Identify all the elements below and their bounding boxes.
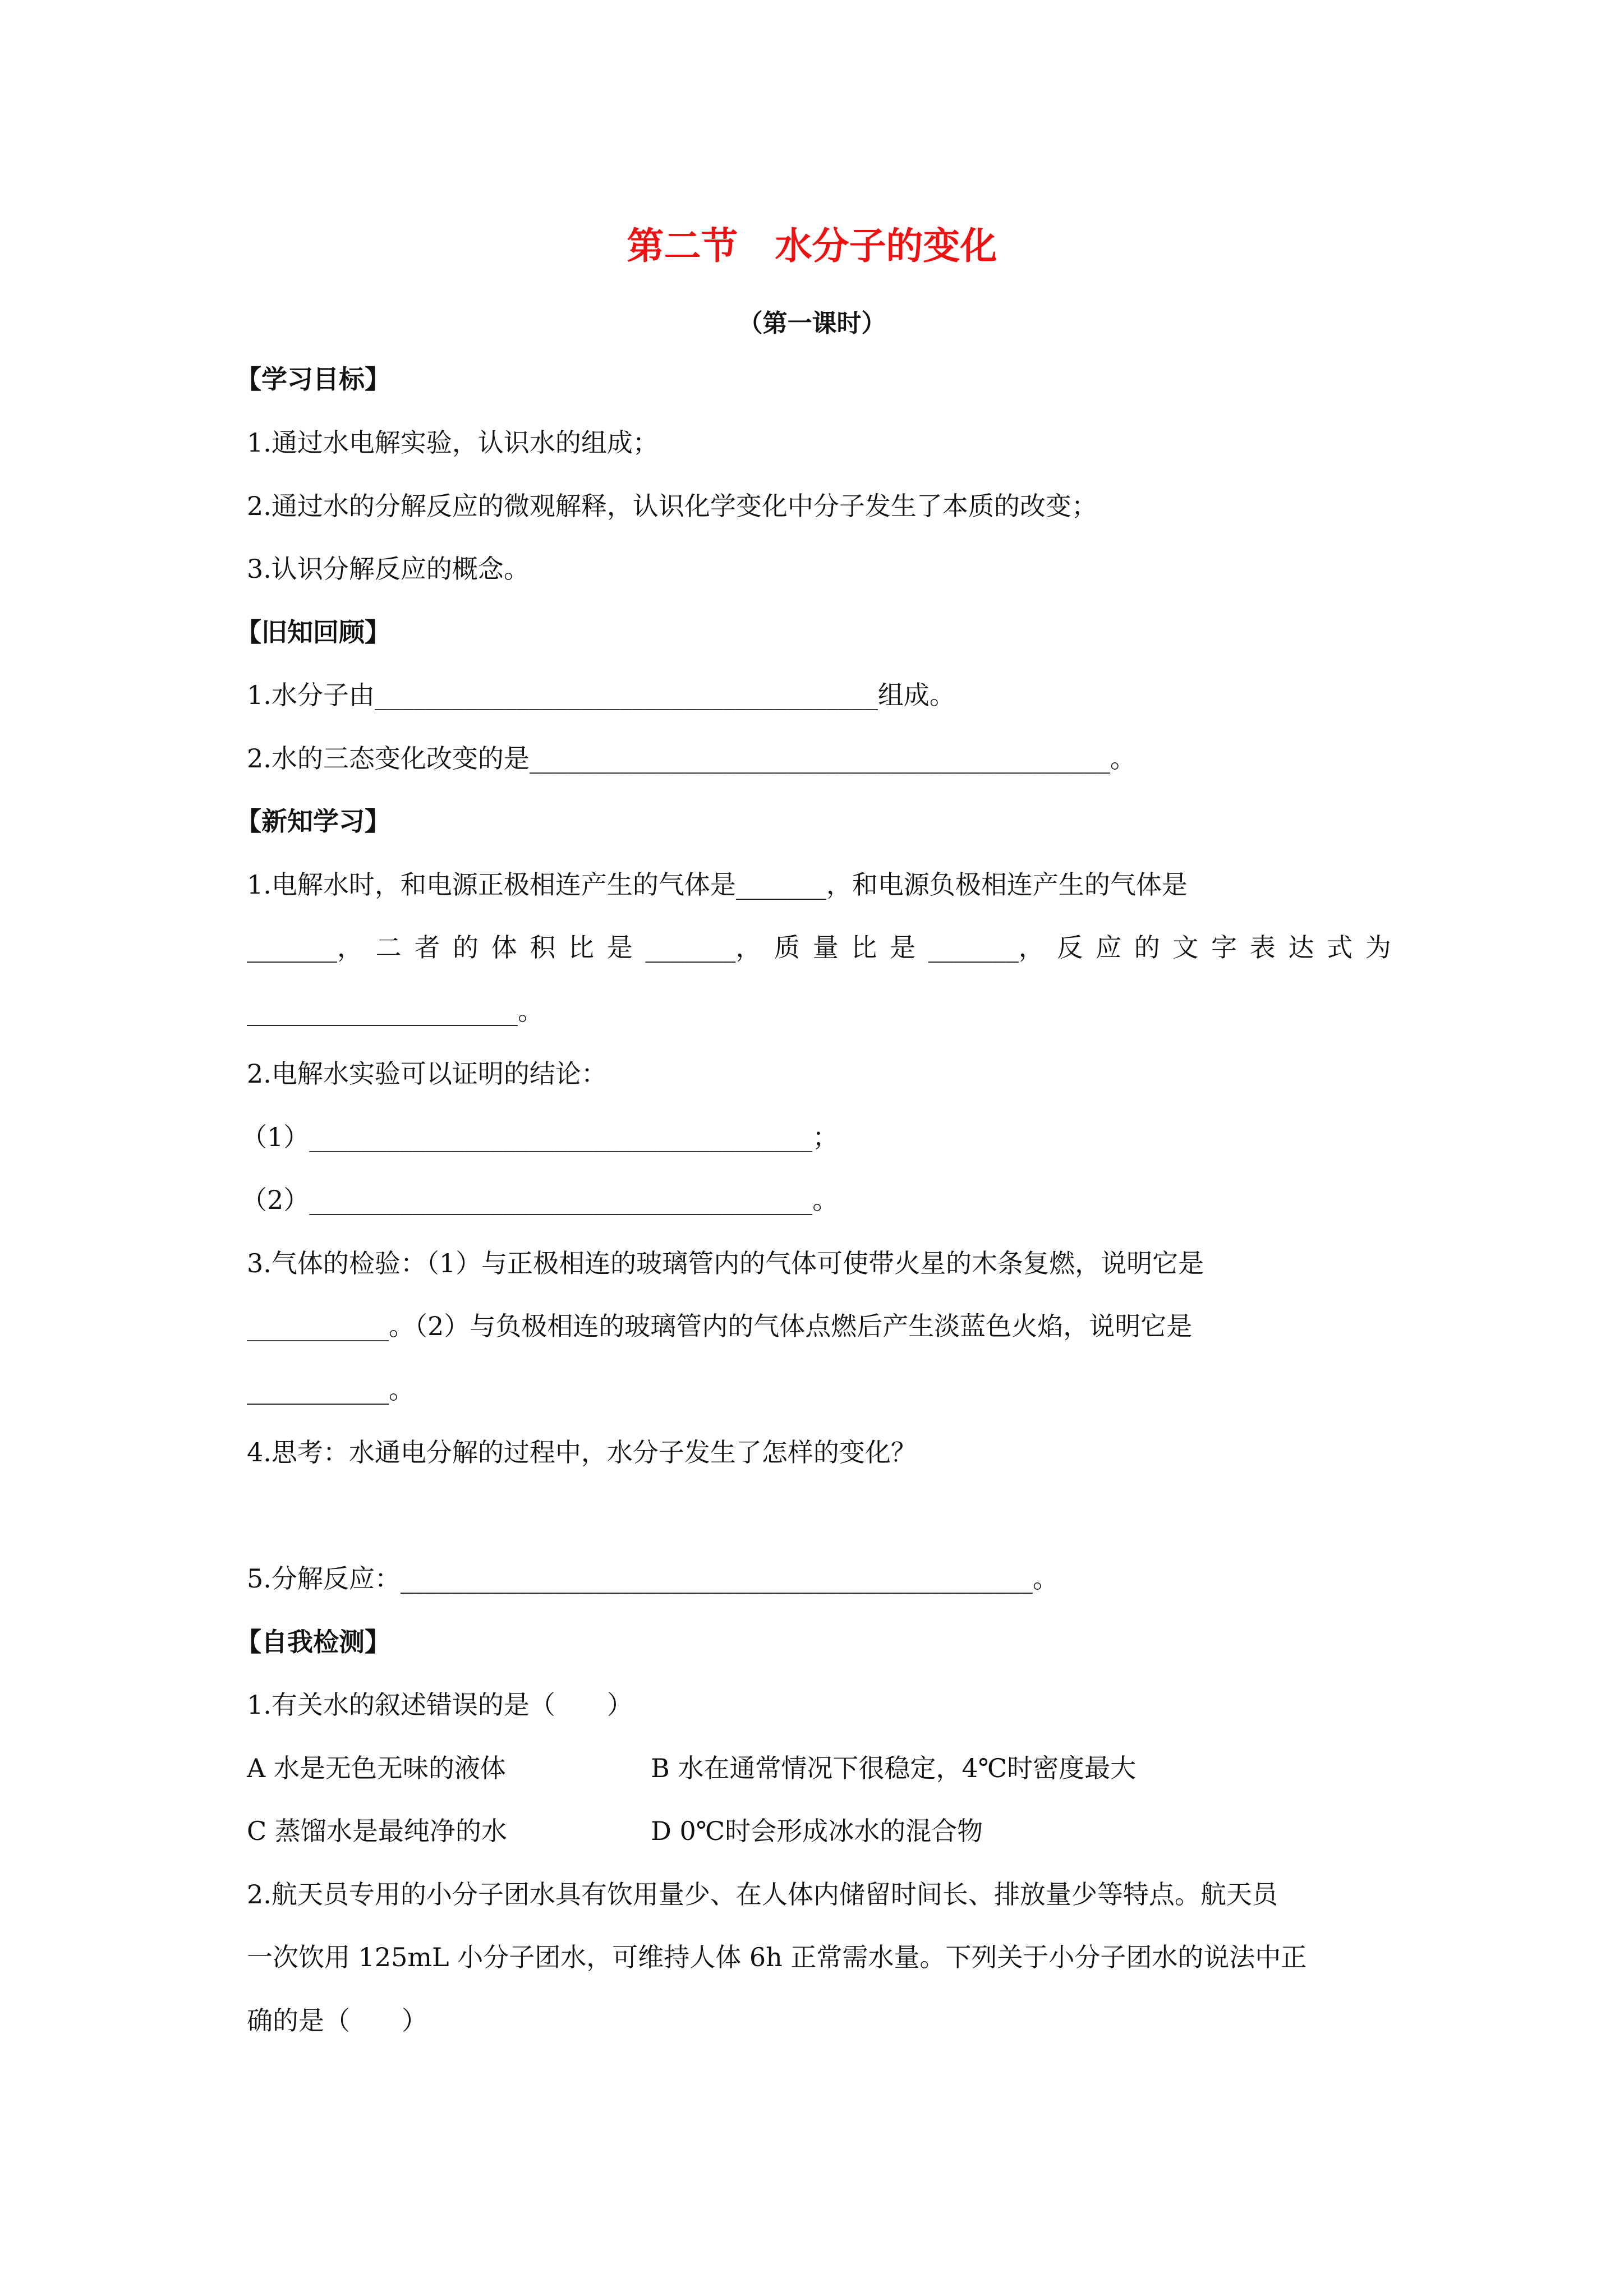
new-q1-line3: _____________________。	[247, 996, 544, 1026]
word: 是	[606, 932, 633, 963]
goal-item: 2.通过水的分解反应的微观解释，认识化学变化中分子发生了本质的改变；	[247, 491, 1097, 521]
word: 体	[491, 932, 517, 963]
word: 的	[453, 932, 479, 963]
new-q1-line1: 1.电解水时，和电源正极相连产生的气体是_______，和电源负极相连产生的气体是	[247, 869, 1188, 900]
word: 比	[851, 932, 877, 963]
check-q1: 1.有关水的叙述错误的是（ ）	[247, 1690, 633, 1720]
goal-item: 3.认识分解反应的概念。	[247, 554, 530, 584]
section-heading-check: 【自我检测】	[236, 1627, 390, 1657]
new-q5: 5.分解反应：_________________________________________________。	[247, 1563, 1059, 1594]
review-item: 2.水的三态变化改变的是_____________________________________________。	[247, 743, 1136, 774]
new-q3-line3: ___________。	[247, 1374, 415, 1405]
word: 者	[414, 932, 440, 963]
word: 是	[890, 932, 916, 963]
word: 比	[568, 932, 595, 963]
goal-item: 1.通过水电解实验，认识水的组成；	[247, 427, 659, 458]
word: _______，	[645, 932, 762, 963]
word: 为	[1365, 932, 1391, 963]
check-q2-line3: 确的是（ ）	[247, 2005, 427, 2036]
review-item: 1.水分子由_______________________________________组成。	[247, 680, 955, 710]
check-q1-option-c: C 蒸馏水是最纯净的水	[247, 1816, 507, 1846]
word: 表	[1249, 932, 1276, 963]
word: 积	[530, 932, 556, 963]
word: 字	[1211, 932, 1237, 963]
new-q1-line2	[247, 931, 1391, 964]
word: _______，	[247, 932, 363, 963]
check-q2-line1: 2.航天员专用的小分子团水具有饮用量少、在人体内储留时间长、排放量少等特点。航天员	[247, 1879, 1278, 1910]
word: 反	[1057, 932, 1083, 963]
word: 二	[375, 932, 402, 963]
word: 量	[812, 932, 839, 963]
new-q4: 4.思考：水通电分解的过程中，水分子发生了怎样的变化？	[247, 1437, 917, 1467]
word: 质	[774, 932, 801, 963]
word: 的	[1134, 932, 1160, 963]
section-heading-new: 【新知学习】	[236, 806, 390, 836]
page-subtitle: （第一课时）	[738, 309, 886, 338]
new-q2: 2.电解水实验可以证明的结论：	[247, 1059, 607, 1089]
word: 达	[1288, 932, 1314, 963]
new-q2-b: （2）_______________________________________。	[241, 1185, 839, 1215]
new-q2-a: （1）_______________________________________；	[241, 1122, 839, 1152]
word: 应	[1096, 932, 1122, 963]
section-heading-review: 【旧知回顾】	[236, 617, 390, 647]
section-heading-goals: 【学习目标】	[236, 364, 390, 394]
check-q2-line2: 一次饮用 125mL 小分子团水，可维持人体 6h 正常需水量。下列关于小分子团水的说法中正	[247, 1942, 1307, 1972]
page-title: 第二节 水分子的变化	[627, 224, 997, 268]
new-q3-line2: ___________。（2）与负极相连的玻璃管内的气体点燃后产生淡蓝色火焰，说明它是	[247, 1311, 1193, 1341]
check-q1-option-b: B 水在通常情况下很稳定，4℃时密度最大	[651, 1753, 1137, 1783]
new-q3-line1: 3.气体的检验：（1）与正极相连的玻璃管内的气体可使带火星的木条复燃，说明它是	[247, 1248, 1204, 1278]
word: 文	[1172, 932, 1199, 963]
check-q1-option-a: A 水是无色无味的液体	[247, 1753, 506, 1783]
word: 式	[1327, 932, 1353, 963]
word: _______，	[928, 932, 1045, 963]
check-q1-option-d: D 0℃时会形成冰水的混合物	[651, 1816, 983, 1846]
